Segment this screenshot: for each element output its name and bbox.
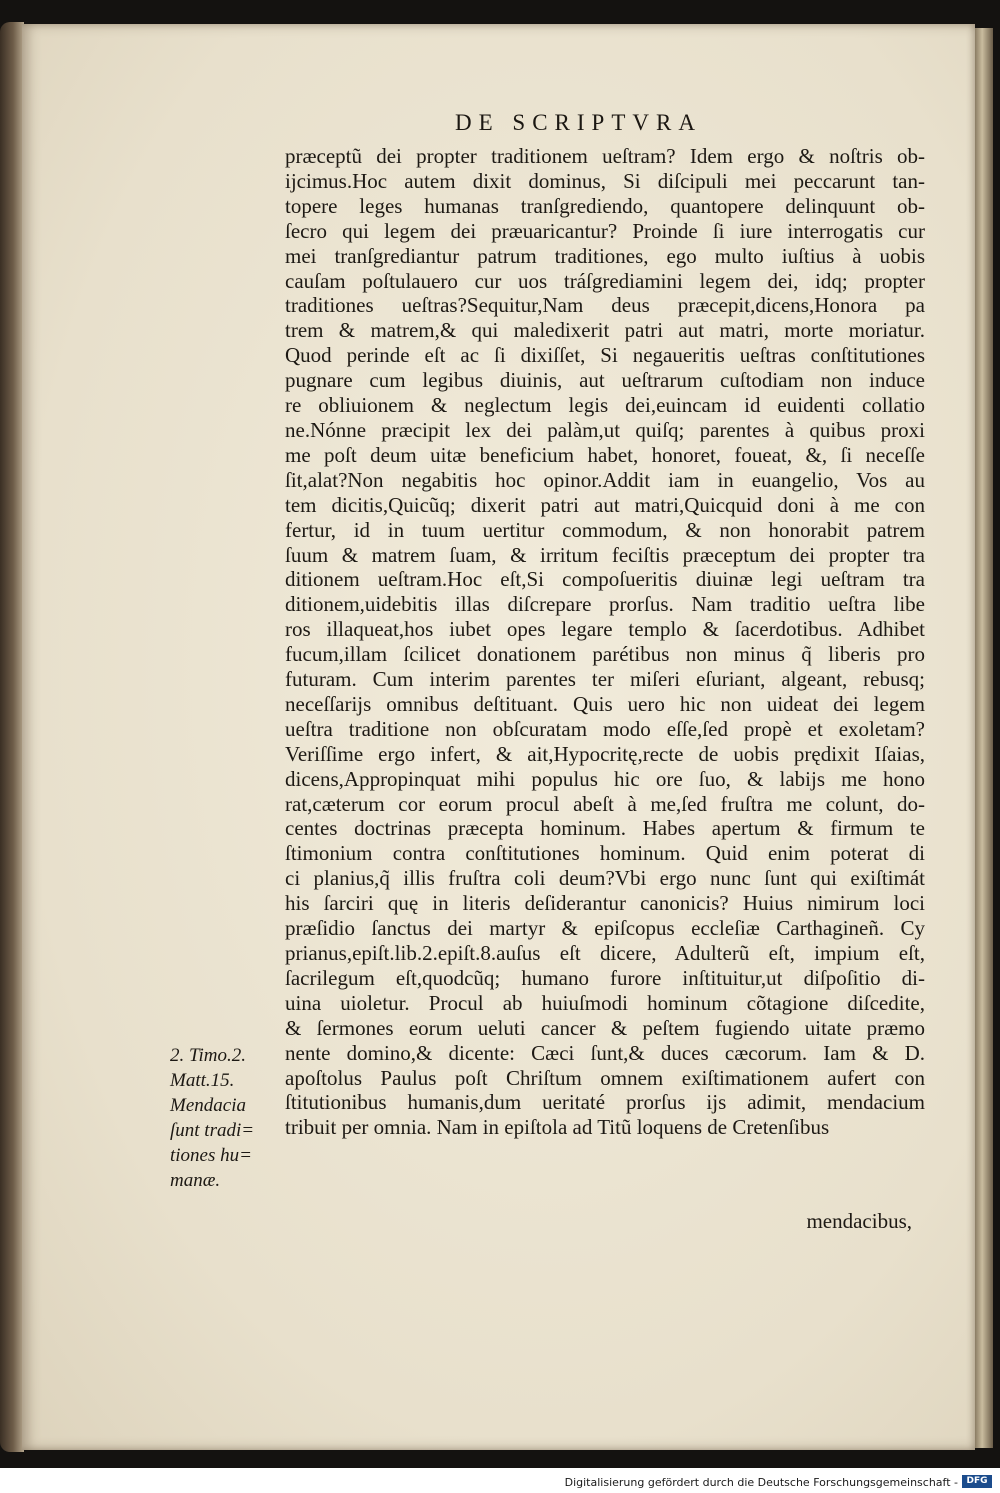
text-line: ſtitutionibus humanis,dum ueritaté prorſus ijs adimit, mendacium [285,1090,925,1115]
text-line: trem & matrem,& qui maledixerit patri aut matri, morte moriatur. [285,318,925,343]
text-line: neceſſarijs omnibus deſtituant. Quis uero hic non uideat dei legem [285,691,925,716]
text-line: Quod perinde eſt ac ſi dixiſſet, Si negaueritis ueſtras conſtitutiones [285,343,925,368]
text-line: apoſtolus Paulus poſt Chriſtum omnem exiſtimationem aufert con [285,1065,925,1090]
text-line: his ſarciri quę in literis deſiderantur canonicis? Huius nimirum loci [285,891,925,916]
text-line: rat,cæterum cor eorum procul abeſt à me,ſed fruſtra me colunt, do- [285,791,925,816]
marginal-note: Matt.15. [170,1069,235,1091]
text-line: ueſtra traditione non obſcuratam modo eſſe,ſed propè et exoletam? [285,716,925,741]
text-line: mei tranſgrediantur patrum traditiones, ego multo iuſtius à uobis [285,243,925,268]
text-line: ſacrilegum eſt,quodcũq; humano furore inſtituitur,ut diſpoſitio di- [285,965,925,990]
footer-credit: Digitalisierung gefördert durch die Deutsche Forschungsgemeinschaft - [564,1476,958,1489]
text-line: & ſermones eorum ueluti cancer & peſtem fugiendo uitate præmo [285,1015,925,1040]
text-line: re obliuionem & neglectum legis dei,euincam id euidenti collatio [285,393,925,418]
text-line: futuram. Cum interim parentes ter miſeri eſuriant, algeant, rebusq; [285,667,925,692]
text-line: fertur, id in tuum uertitur commodum, & non honorabit patrem [285,517,925,542]
marginal-note: ſunt tradi= [170,1119,255,1141]
text-line: tem dicitis,Quicũq; dixerit patri aut matri,Quicquid doni à me con [285,492,925,517]
text-line: prianus,epiſt.lib.2.epiſt.8.auſus eſt dicere, Adulterũ eſt, impium eſt, [285,941,925,965]
marginal-note: manæ. [170,1169,221,1191]
text-line: fucum,illam ſcilicet donationem parétibus non minus q̃ liberis pro [285,642,925,667]
marginal-notes [170,1044,270,1193]
text-line: uina uioletur. Procul ab huiuſmodi hominum cõtagione diſcedite, [285,990,925,1015]
text-line: ditionem ueſtram.Hoc eſt,Si compoſueritis diuinæ legi ueſtram tra [285,567,925,592]
dfg-logo: DFG [962,1475,992,1488]
marginal-note: 2. Timo.2. [170,1045,247,1066]
text-line: ne.Nónne præcipit lex dei palàm,ut quiſq; parentes à quibus proxi [285,417,925,442]
text-line: ſecro qui legem dei præuaricantur? Proinde ſi iure interrogatis cur [285,218,925,243]
text-line: ci planius,q̃ illis fruſtra coli deum?Vbi ergo nunc ſunt qui exiſtimát [285,866,925,891]
text-line: ſuum & matrem ſuam, & irritum feciſtis præceptum dei propter tra [285,542,925,567]
text-line: traditiones ueſtras?Sequitur,Nam deus præcepit,dicens,Honora pa [285,293,925,318]
text-line: ſtimonium contra conſtitutiones hominum. Quid enim poterat di [285,841,925,866]
text-line: Veriſſime ergo infert, & ait,Hypocritę,recte de uobis prędixit Iſaias, [285,741,925,766]
body-text [285,144,925,1140]
text-line: pugnare cum legibus diuinis, aut ueſtrarum cuſtodiam non induce [285,368,925,393]
book-binding [0,22,24,1452]
marginal-note: Mendacia [170,1094,246,1116]
text-line: ſit,alat?Non negabitis hoc opinor.Addit iam in euangelio, Vos au [285,467,925,492]
text-line: tribuit per omnia. Nam in epiſtola ad Titũ loquens de Cretenſibus [285,1115,830,1140]
text-line: præſidio ſanctus dei martyr & epiſcopus eccleſiæ Carthagineñ. Cy [285,916,925,941]
text-line: me poſt deum uitæ beneficium habet, honoret, foueat, &, ſi neceſſe [285,442,925,467]
catchword: mendacibus, [806,1209,912,1233]
text-line: cauſam poſtulauero cur uos tráſgrediamini legem dei, idq; propter [285,268,925,293]
text-line: ijcimus.Hoc autem dixit dominus, Si diſcipuli mei peccarunt tan- [285,168,925,193]
text-line: ditionem,uidebitis illas diſcrepare prorſus. Nam traditio ueſtra libe [285,592,925,617]
running-head: DE SCRIPTVRA [455,110,702,135]
text-line: nente domino,& dicente: Cæci ſunt,& duces cæcorum. Iam & D. [285,1040,925,1065]
page-edge [975,28,993,1448]
text-line: ros illaqueat,hos iubet opes legare templo & ſacerdotibus. Adhibet [285,617,925,642]
text-line: topere leges humanas tranſgrediendo, quantopere delinquunt ob- [285,193,925,218]
text-line: præceptũ dei propter traditionem ueſtram? Idem ergo & noſtris ob- [285,144,925,168]
text-line: centes doctrinas præcepta hominum. Habes apertum & firmum te [285,816,925,841]
marginal-note: tiones hu= [170,1144,252,1166]
text-line: dicens,Appropinquat mihi populus hic ore ſuo, & labijs me hono [285,766,925,791]
